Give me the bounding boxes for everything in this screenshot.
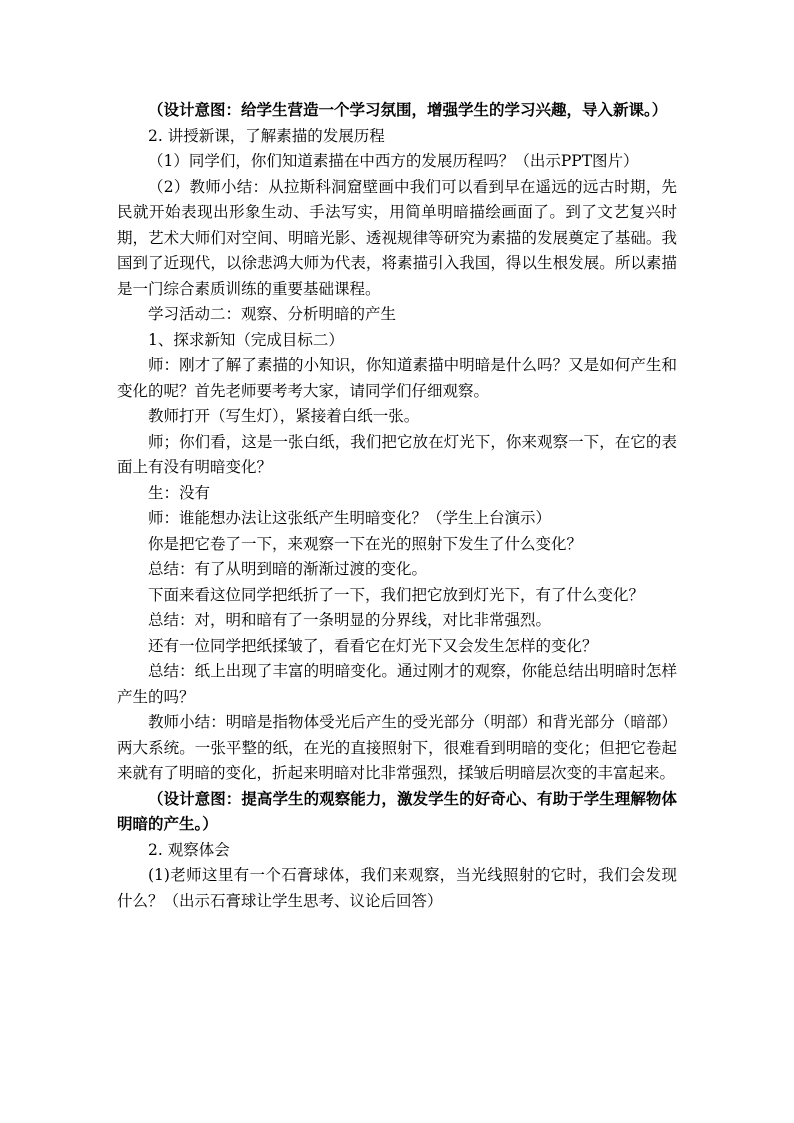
dialogue-paragraph: 总结：对，明和暗有了一条明显的分界线，对比非常强烈。 [148, 611, 552, 629]
dialogue-paragraph: 生：没有 [148, 483, 211, 502]
dialogue-paragraph: 师；你们看，这是一张白纸，我们把它放在灯光下，你来观察一下，在它的表面上有没有明暗变化？ [117, 432, 677, 476]
subsection-heading: 1、探求新知（完成目标二） [148, 330, 344, 349]
question-paragraph: （1）同学们，你们知道素描在中西方的发展历程吗？（出示PPT图片） [148, 152, 639, 170]
dialogue-paragraph: 你是把它卷了一下，来观察一下在光的照射下发生了什么变化？ [148, 534, 583, 553]
design-intent-paragraph: （设计意图：给学生营造一个学习氛围，增强学生的学习兴趣，导入新课。） [148, 101, 668, 119]
dialogue-paragraph: 师：谁能想办法让这张纸产生明暗变化？（学生上台演示） [148, 509, 552, 527]
dialogue-paragraph: 师：刚才了解了素描的小知识，你知道素描中明暗是什么吗？又是如何产生和变化的呢？首先老师要考考大家，请同学们仔细观察。 [117, 356, 677, 400]
document-body [117, 98, 677, 914]
teacher-summary-paragraph: （2）教师小结：从拉斯科洞窟壁画中我们可以看到早在遥远的远古时期，先民就开始表现出形象生动、手法写实，用简单明暗描绘画面了。到了文艺复兴时期，艺术大师们对空间、明暗光影、透视规律等研究为素描的发展奠定了基础。我国到了近现代，以徐悲鸿大师为代表，将素描引入我国，得以生根发展。所以素描是一门综合素质训练的重要基础课程。 [117, 177, 677, 298]
dialogue-paragraph: 下面来看这位同学把纸折了一下，我们把它放到灯光下，有了什么变化？ [148, 585, 645, 604]
design-intent-paragraph: （设计意图：提高学生的观察能力，激发学生的好奇心、有助于学生理解物体明暗的产生。） [117, 789, 677, 833]
question-paragraph: (1)老师这里有一个石膏球体，我们来观察，当光线照射的它时，我们会发现什么？（出示石膏球让学生思考、议论后回答） [117, 866, 677, 910]
dialogue-paragraph: 总结：纸上出现了丰富的明暗变化。通过刚才的观察，你能总结出明暗时怎样产生的吗？ [117, 662, 677, 706]
activity-heading: 学习活动二：观察、分析明暗的产生 [148, 305, 397, 323]
teacher-summary-paragraph: 教师小结：明暗是指物体受光后产生的受光部分（明部）和背光部分（暗部）两大系统。一张平整的纸，在光的直接照射下，很难看到明暗的变化；但把它卷起来就有了明暗的变化，折起来明暗对比非常强烈，揉皱后明暗层次变的丰富起来。 [117, 713, 677, 782]
section-heading: 2. 观察体会 [148, 840, 230, 859]
dialogue-paragraph: 还有一位同学把纸揉皱了，看看它在灯光下又会发生怎样的变化？ [148, 636, 598, 655]
section-heading: 2. 讲授新课，了解素描的发展历程 [148, 126, 385, 145]
dialogue-paragraph: 教师打开（写生灯），紧接着白纸一张。 [148, 407, 420, 425]
dialogue-paragraph: 总结：有了从明到暗的渐渐过渡的变化。 [148, 560, 428, 578]
